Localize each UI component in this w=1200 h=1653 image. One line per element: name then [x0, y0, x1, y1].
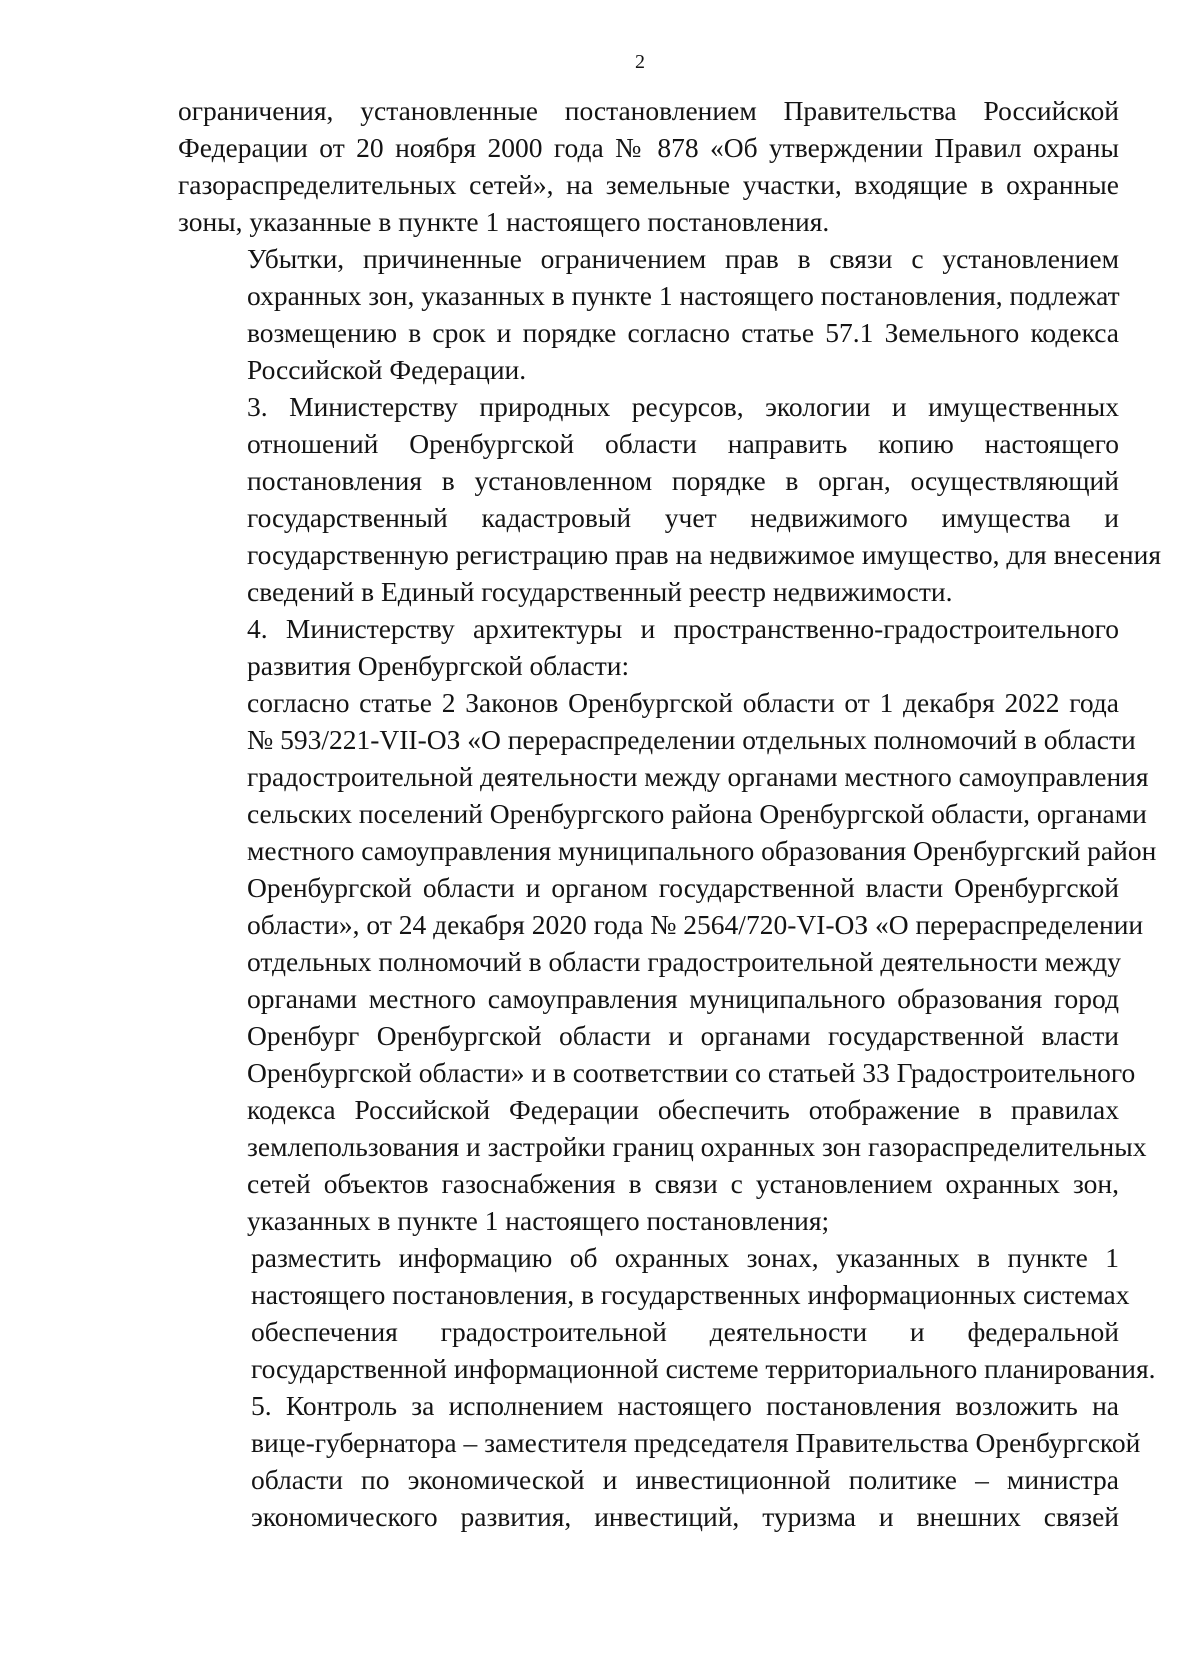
text-line: местного самоуправления муниципального образования Оренбургский район: [247, 835, 1157, 866]
text-line: настоящего постановления, в государственных информационных системах: [251, 1279, 1130, 1310]
text-line: государственную регистрацию прав на недвижимое имущество, для внесения: [247, 539, 1161, 570]
text-line: обеспечения градостроительной деятельности и федеральной: [251, 1316, 1119, 1347]
text-line: отношений Оренбургской области направить копию настоящего: [247, 428, 1119, 459]
text-line: 4. Министерству архитектуры и пространственно-градостроительного: [247, 613, 1119, 644]
text-line: градостроительной деятельности между органами местного самоуправления: [247, 761, 1149, 792]
text-line: органами местного самоуправления муниципального образования город: [247, 983, 1119, 1014]
paragraph-item-4-publish-info: [178, 1239, 1156, 1387]
text-line: Убытки, причиненные ограничением прав в связи с установлением: [247, 243, 1119, 274]
text-line: указанных в пункте 1 настоящего постановления;: [247, 1205, 830, 1236]
text-line: 3. Министерству природных ресурсов, экологии и имущественных: [247, 391, 1119, 422]
text-line: Оренбург Оренбургской области и органами государственной власти: [247, 1020, 1119, 1051]
paragraph-land-restrictions: [178, 92, 1119, 240]
text-line: Оренбургской области и органом государственной власти Оренбургской: [247, 872, 1119, 903]
text-line: газораспределительных сетей», на земельные участки, входящие в охранные: [178, 169, 1119, 200]
text-line: 5. Контроль за исполнением настоящего постановления возложить на: [251, 1390, 1119, 1421]
text-line: Российской Федерации.: [247, 354, 527, 385]
text-line: Оренбургской области» и в соответствии со статьей 33 Градостроительного: [247, 1057, 1136, 1088]
paragraph-item-4-display-boundaries: [178, 684, 1157, 1239]
page-number: 2: [635, 51, 645, 73]
text-line: постановления в установленном порядке в орган, осуществляющий: [247, 465, 1119, 496]
document-body: [178, 92, 1161, 1535]
text-line: охранных зон, указанных в пункте 1 настоящего постановления, подлежат: [247, 280, 1120, 311]
text-line: отдельных полномочий в области градостроительной деятельности между: [247, 946, 1121, 977]
text-line: кодекса Российской Федерации обеспечить отображение в правилах: [247, 1094, 1119, 1125]
text-line: сетей объектов газоснабжения в связи с установлением охранных зон,: [247, 1168, 1119, 1199]
text-line: возмещению в срок и порядке согласно статье 57.1 Земельного кодекса: [247, 317, 1119, 348]
text-line: разместить информацию об охранных зонах, указанных в пункте 1: [251, 1242, 1119, 1273]
text-line: землепользования и застройки границ охранных зон газораспределительных: [247, 1131, 1147, 1162]
paragraph-item-3: [178, 388, 1161, 610]
text-line: экономического развития, инвестиций, туризма и внешних связей: [251, 1501, 1119, 1532]
paragraph-item-5: [178, 1387, 1141, 1535]
text-line: зоны, указанные в пункте 1 настоящего постановления.: [178, 206, 830, 237]
text-line: области по экономической и инвестиционной политике – министра: [251, 1464, 1119, 1495]
text-line: сведений в Единый государственный реестр недвижимости.: [247, 576, 953, 607]
text-line: развития Оренбургской области:: [247, 650, 630, 681]
text-line: Федерации от 20 ноября 2000 года № 878 «Об утверждении Правил охраны: [178, 132, 1119, 163]
text-line: вице-губернатора – заместителя председателя Правительства Оренбургской: [251, 1427, 1141, 1458]
text-line: сельских поселений Оренбургского района Оренбургской области, органами: [247, 798, 1147, 829]
text-line: области», от 24 декабря 2020 года № 2564/720-VI-ОЗ «О перераспределении: [247, 909, 1144, 940]
text-line: согласно статье 2 Законов Оренбургской области от 1 декабря 2022 года: [247, 687, 1119, 718]
text-line: ограничения, установленные постановлением Правительства Российской: [178, 95, 1119, 126]
text-line: № 593/221-VII-ОЗ «О перераспределении отдельных полномочий в области: [247, 724, 1136, 755]
text-line: государственный кадастровый учет недвижимого имущества и: [247, 502, 1119, 533]
paragraph-losses: [178, 240, 1119, 388]
paragraph-item-4: [178, 610, 1119, 684]
text-line: государственной информационной системе территориального планирования.: [251, 1353, 1156, 1384]
